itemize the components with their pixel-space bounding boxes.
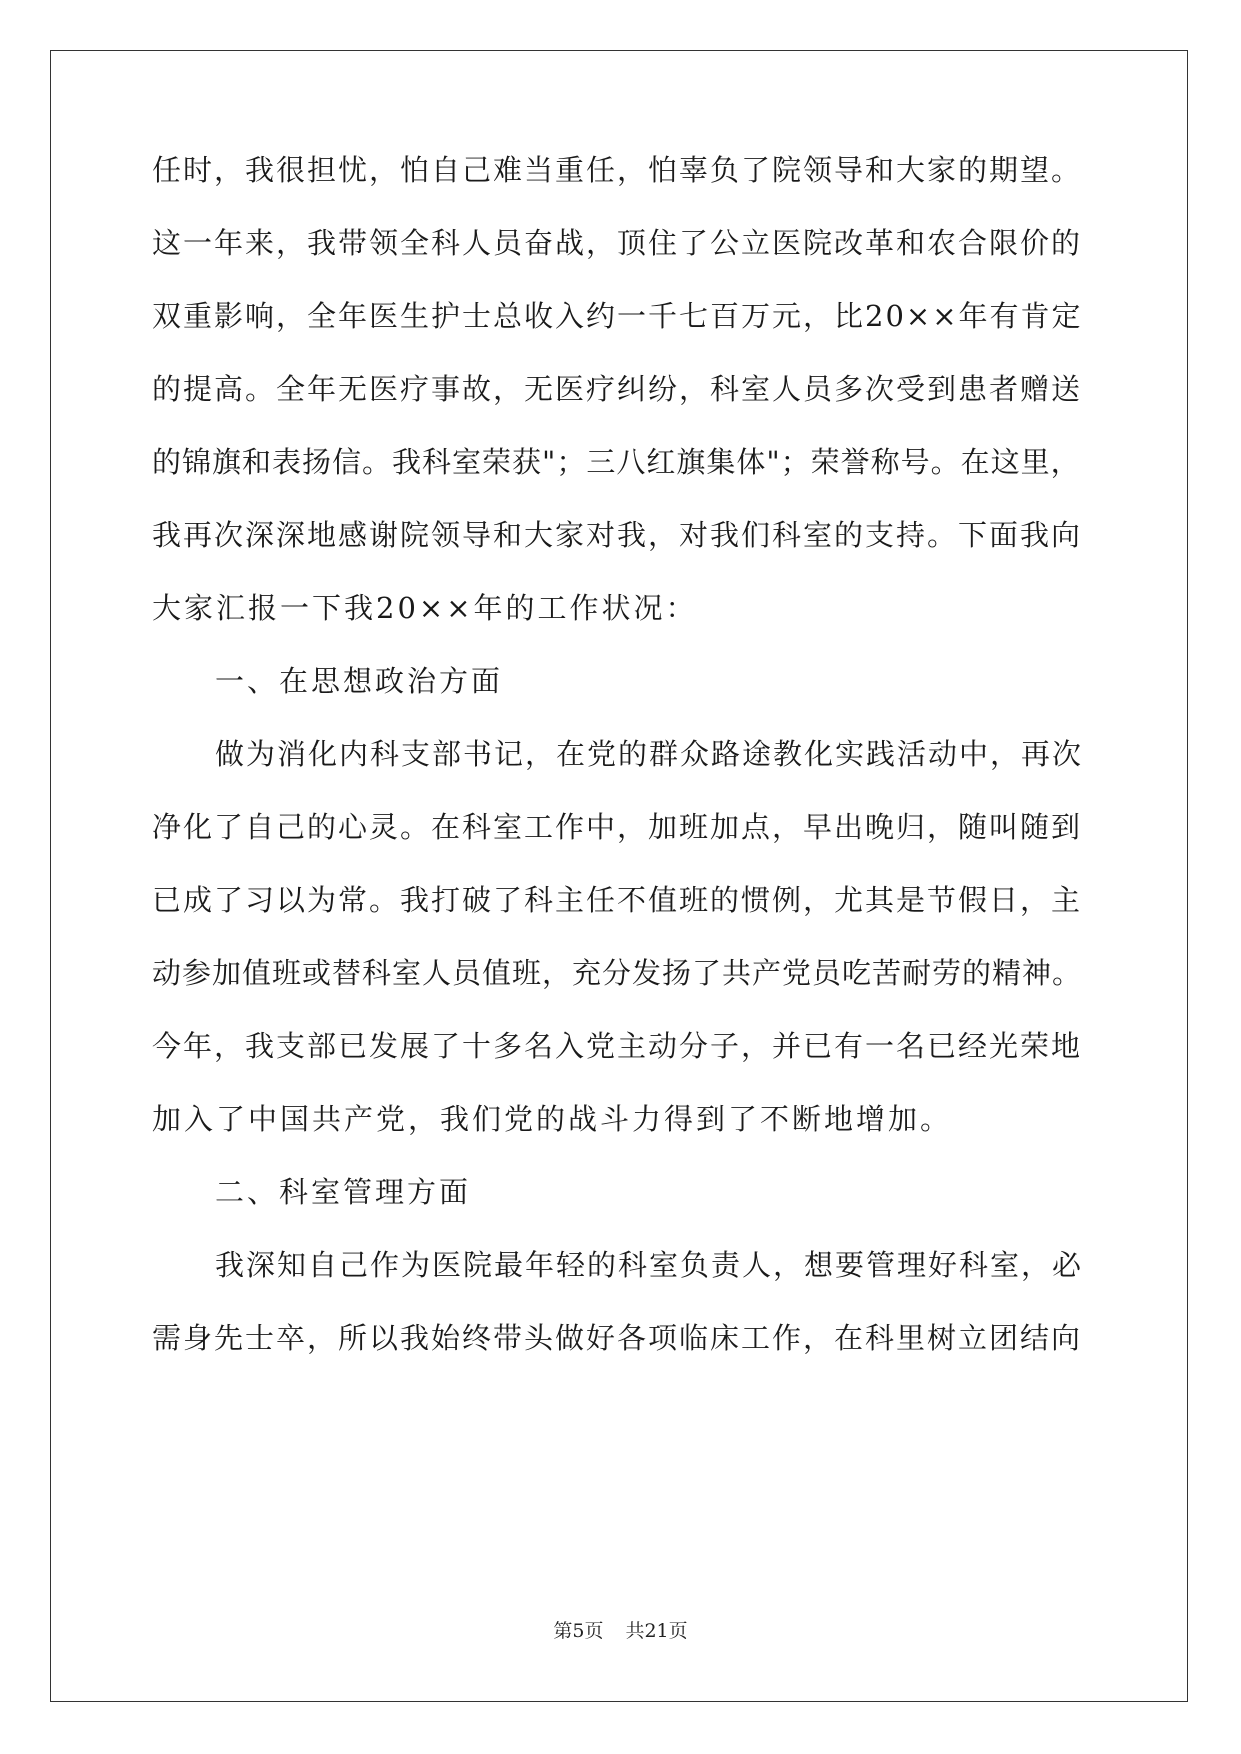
page-footer — [0, 1619, 1241, 1643]
text-line: 的提高。全年无医疗事故，无医疗纠纷，科室人员多次受到患者赠送 — [152, 372, 1083, 406]
page-total: 共21页 — [625, 1620, 688, 1642]
text-line: 任时，我很担忧，怕自己难当重任，怕辜负了院领导和大家的期望。 — [152, 153, 1083, 187]
text-line: 动参加值班或替科室人员值班，充分发扬了共产党员吃苦耐劳的精神。 — [152, 956, 1083, 990]
text-line: 我再次深深地感谢院领导和大家对我，对我们科室的支持。下面我向 — [152, 518, 1083, 552]
text-line: 净化了自己的心灵。在科室工作中，加班加点，早出晚归，随叫随到 — [152, 810, 1083, 844]
text-line: 这一年来，我带领全科人员奋战，顶住了公立医院改革和农合限价的 — [152, 226, 1083, 260]
section-heading: 一、在思想政治方面 — [215, 664, 504, 698]
text-line: 的锦旗和表扬信。我科室荣获"；三八红旗集体"；荣誉称号。在这里， — [152, 445, 1081, 479]
paragraph-start-line: 我深知自己作为医院最年轻的科室负责人，想要管理好科室，必 — [215, 1248, 1084, 1282]
text-line: 今年，我支部已发展了十多名入党主动分子，并已有一名已经光荣地 — [152, 1029, 1083, 1063]
text-line: 大家汇报一下我20××年的工作状况： — [152, 591, 698, 625]
page-number: 第5页 — [553, 1620, 604, 1642]
text-line: 双重影响，全年医生护士总收入约一千七百万元，比20××年有肯定 — [152, 299, 1083, 333]
text-line: 已成了习以为常。我打破了科主任不值班的惯例，尤其是节假日，主 — [152, 883, 1083, 917]
section-heading: 二、科室管理方面 — [215, 1175, 472, 1209]
text-line: 需身先士卒，所以我始终带头做好各项临床工作，在科里树立团结向 — [152, 1321, 1083, 1355]
text-line: 加入了中国共产党，我们党的战斗力得到了不断地增加。 — [152, 1102, 953, 1136]
paragraph-start-line: 做为消化内科支部书记，在党的群众路途教化实践活动中，再次 — [215, 737, 1084, 771]
